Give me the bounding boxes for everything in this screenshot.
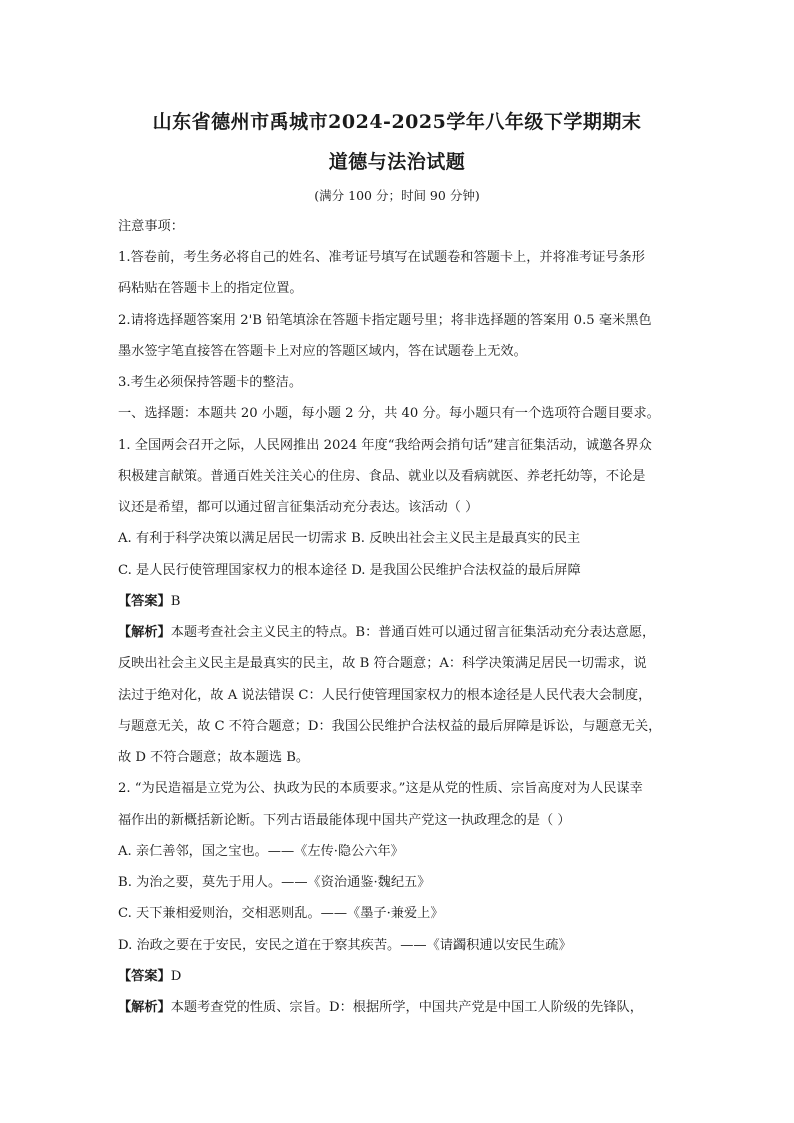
exam-title-line2: 道德与法治试题	[328, 151, 466, 173]
q1-options-line1: A. 有利于科学决策以满足居民一切需求 B. 反映出社会主义民主是最真实的民主	[118, 531, 581, 546]
notice-item2-line2: 墨水签字笔直接答在答题卡上对应的答题区域内，答在试题卷上无效。	[118, 344, 527, 359]
q1-answer	[118, 593, 688, 611]
q2-option-c: C. 天下兼相爱则治，交相恶则乱。——《墨子·兼爱上》	[118, 906, 444, 921]
q1-analysis-line5: 故 D 不符合题意；故本题选 B。	[118, 750, 310, 765]
q1-options-line2: C. 是人民行使管理国家权力的根本途径 D. 是我国公民维护合法权益的最后屏障	[118, 563, 581, 578]
q1-analysis-text1: 本题考查社会主义民主的特点。B：普通百姓可以通过留言征集活动充分表达意愿，	[170, 625, 656, 640]
q2-option-d: D. 治政之要在于安民，安民之道在于察其疾苦。——《请蠲积逋以安民生疏》	[118, 938, 572, 953]
notice-item3: 3.考生必须保持答题卡的整洁。	[118, 375, 303, 390]
notice-item2-line1: 2.请将选择题答案用 2'B 铅笔填涂在答题卡指定题号里；将非选择题的答案用 0.5 毫米黑色	[118, 313, 652, 328]
q2-answer-value: D	[170, 969, 182, 984]
q2-answer-tag: 【答案】	[118, 969, 171, 984]
q1-answer-value: B	[170, 594, 181, 609]
exam-title-line1: 山东省德州市禹城市2024-2025学年八年级下学期期末	[152, 111, 642, 133]
q2-analysis-text1: 本题考查党的性质、宗旨。D：根据所学，中国共产党是中国工人阶级的先锋队，	[170, 1000, 643, 1015]
q1-stem-line3: 议还是希望，都可以通过留言征集活动充分表达。该活动（ ）	[118, 500, 479, 515]
section1-heading: 一、选择题：本题共 20 小题，每小题 2 分，共 40 分。每小题只有一个选项符合题目要求。	[118, 406, 660, 421]
q2-stem-line1: 2. “为民造福是立党为公、执政为民的本质要求。”这是从党的性质、宗旨高度对为人民谋幸	[118, 781, 643, 796]
q2-answer	[118, 968, 688, 986]
q1-stem-line2: 积极建言献策。普通百姓关注关心的住房、食品、就业以及看病就医、养老托幼等，不论是	[118, 469, 646, 484]
q1-analysis-line3: 法过于绝对化，故 A 说法错误 C：人民行使管理国家权力的根本途径是人民代表大会制度，	[118, 688, 652, 703]
q2-option-b: B. 为治之要，莫先于用人。——《资治通鉴·魏纪五》	[118, 875, 431, 890]
notice-heading: 注意事项：	[118, 219, 184, 234]
q1-answer-tag: 【答案】	[118, 594, 171, 609]
q1-analysis-line4: 与题意无关，故 C 不符合题意；D：我国公民维护合法权益的最后屏障是诉讼，与题意无关，	[118, 719, 662, 734]
q1-analysis-line1	[118, 624, 688, 642]
q1-analysis-line2: 反映出社会主义民主是最真实的民主，故 B 符合题意；A：科学决策满足居民一切需求，说	[118, 656, 647, 671]
notice-item1-line2: 码粘贴在答题卡上的指定位置。	[118, 281, 303, 296]
notice-item1-line1: 1.答卷前，考生务必将自己的姓名、准考证号填写在试题卷和答题卡上，并将准考证号条形	[118, 250, 645, 265]
q1-stem-line1: 1. 全国两会召开之际，人民网推出 2024 年度“我给两会捎句话”建言征集活动，诚邀各界众	[118, 438, 652, 453]
q2-analysis-tag: 【解析】	[118, 1000, 171, 1015]
q2-analysis-line1	[118, 999, 688, 1017]
exam-score-time: (满分 100 分；时间 90 分钟)	[314, 188, 480, 203]
q2-stem-line2: 福作出的新概括新论断。下列古语最能体现中国共产党这一执政理念的是（ ）	[118, 813, 571, 828]
q2-option-a: A. 亲仁善邻，国之宝也。——《左传·隐公六年》	[118, 844, 404, 859]
q1-analysis-tag: 【解析】	[118, 625, 171, 640]
